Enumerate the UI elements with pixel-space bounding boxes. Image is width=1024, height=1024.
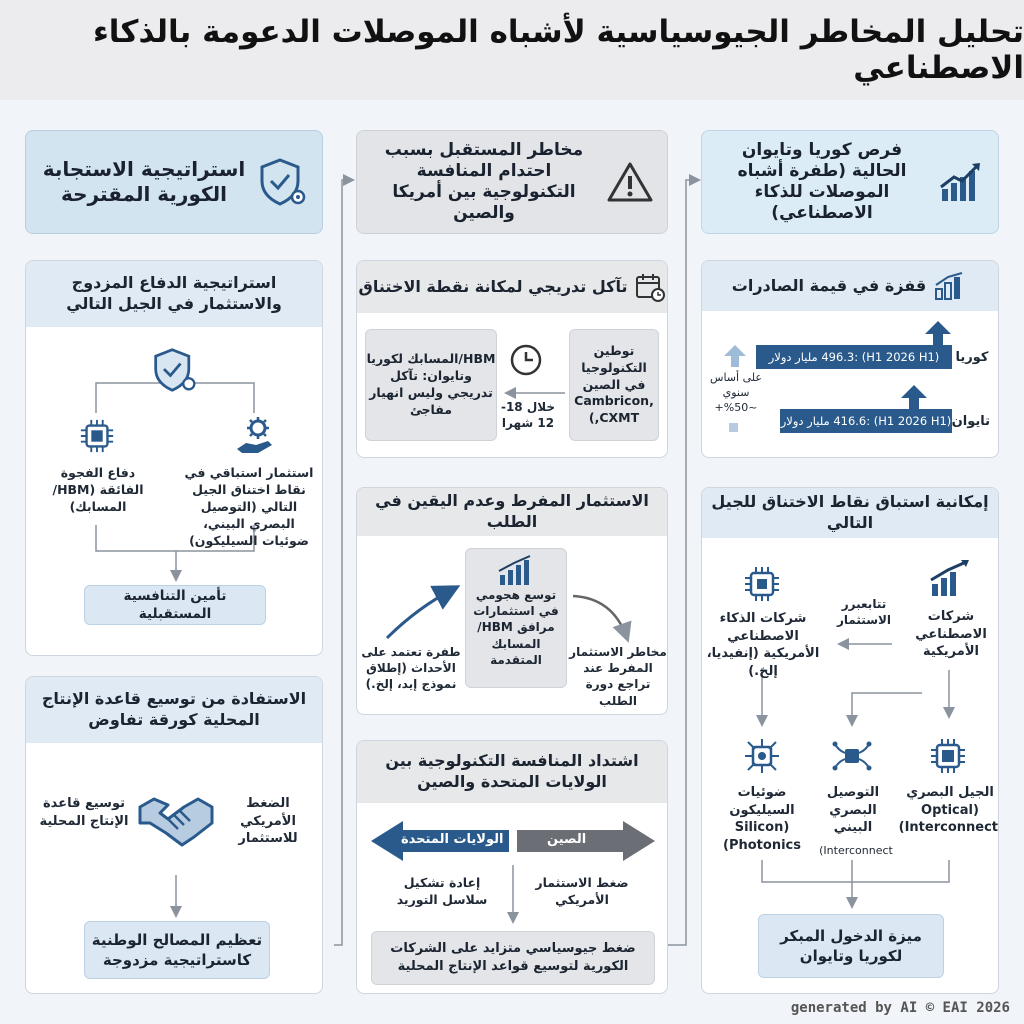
leverage-title: الاستفادة من توسيع قاعدة الإنتاج المحلية كورقة تفاوض [26, 677, 322, 743]
middle-column-header-title: مخاطر المستقبل بسبب احتدام المنافسة التكنولوجية بين أمريكا والصين [384, 139, 584, 224]
ai-chip-icon [742, 564, 782, 604]
shield-check-icon [152, 347, 198, 393]
aggressive-expansion-box [465, 548, 567, 688]
growth-bars-icon [928, 558, 972, 598]
silicon-photonics-icon [742, 736, 782, 776]
page-title: تحليل المخاطر الجيوسياسية لأشباه الموصلات الدعومة بالذكاء الاصطناعي [92, 14, 1024, 86]
erosion-title: تآكل تدريجي لمكانة نقطة الاختناق [358, 276, 628, 296]
china-localization-box: توطين التكنولوجيا في الصين Cambricon, CXMT,) [569, 329, 659, 441]
dual-strategy-panel [25, 260, 323, 656]
warning-icon [607, 161, 653, 203]
proactive-investment: استثمار استباقي في نقاط اختناق الجيل التالي (التوصيل البصري البيني، ضوئيات السيليكون) [184, 465, 314, 548]
yoy-marker-icon [729, 423, 738, 432]
chokepoints-panel [701, 487, 999, 994]
exports-title: قفزة في قيمة الصادرات [731, 275, 927, 295]
chip-icon [78, 417, 116, 455]
overinvest-risk: مخاطر الاستثمار المفرط عند تراجع دورة الطلب [569, 645, 667, 708]
overinvest-title: الاستثمار المفرط وعدم اليقين في الطلب [357, 488, 667, 536]
korea-label: كوريا [955, 350, 989, 365]
erosion-panel [356, 260, 668, 458]
overinvest-panel [356, 487, 668, 715]
chokepoints-title: إمكانية استباق نقاط الاختناق للجيل التالي [702, 488, 998, 538]
exports-title-row [702, 261, 998, 311]
erosion-timeline: خلال 18-12 شهرا [500, 400, 556, 431]
china-label: الصين [547, 832, 587, 847]
dual-strategy-title: استراتيجية الدفاع المزدوج والاستثمار في الجيل التالي [26, 261, 322, 327]
left-column-header [25, 130, 323, 234]
connector-right [668, 180, 698, 945]
supply-chain-reshape: إعادة تشكيل سلاسل التوريد [396, 875, 488, 907]
rivalry-panel [356, 740, 668, 994]
event-driven-boom: طفرة تعتمد على الأحداث (إطلاق نموذج إيد، إلخ.) [361, 645, 461, 692]
korea-up-arrow-icon [924, 321, 952, 347]
next-gen-optical-label: الجيل البصري (Optical Interconnect) [898, 785, 998, 836]
national-interest-box: تعظيم المصالح الوطنية كاستراتيجية مزدوجة [84, 921, 270, 979]
right-column-header-title: فرص كوريا وتايوان الحالية (طفرة أشباه الموصلات للذكاء الاصطناعي) [737, 139, 907, 224]
early-entry-advantage: ميزة الدخول المبكر لكوريا وتايوان [758, 914, 944, 978]
shield-gear-icon [258, 157, 308, 207]
rivalry-title: اشتداد المنافسة التكنولوجية بين الولايات المتحدة والصين [357, 741, 667, 803]
hbm-erosion-box: HBM/المسابك لكوريا وتايوان: تآكل تدريجي وليس انهيار مفاجئ [365, 329, 497, 441]
taiwan-export-bar: (H1 2026 H1) :416.6 مليار دولار [780, 409, 952, 433]
leverage-panel [25, 676, 323, 994]
us-ai-companies: شركات الذكاء الاصطناعي الأمريكية (إنفيديا، إلخ.) [706, 611, 820, 679]
growth-chart-icon [938, 159, 984, 205]
middle-column-header [356, 130, 668, 234]
optical-interconnect-icon [832, 736, 872, 776]
left-column-header-title: استراتيجية الاستجابة الكورية المقترحة [42, 157, 246, 206]
korea-export-bar: (H1 2026 H1) :496.3 مليار دولار [756, 345, 952, 369]
connector-left [334, 180, 352, 945]
footer-credit: generated by AI © EAI 2026 [790, 1000, 1010, 1016]
optical-interconnect-en: Interconnect) [819, 844, 893, 857]
bar-growth-icon [934, 271, 968, 301]
yoy-note: على أساس سنوي ~50%+ [710, 371, 762, 414]
aggressive-expansion: توسع هجومي في استثمارات مرافق HBM/المسابك المتقدمة [473, 588, 559, 667]
right-column-header [701, 130, 999, 234]
us-investment-pressure: ضغط الاستثمار الأمريكي [535, 875, 629, 907]
future-competitiveness: تأمين التنافسية المستقبلية [84, 585, 266, 625]
super-gap-defense: دفاع الفجوة الفائقة (HBM/المسابك) [52, 465, 144, 514]
optical-chip-icon [928, 736, 968, 776]
exports-panel [701, 260, 999, 458]
yoy-up-arrow-icon [724, 345, 746, 367]
optical-interconnect-label: التوصيل البصري البيني [826, 785, 880, 836]
rising-bars-icon [496, 553, 536, 587]
silicon-photonics-label: ضوئيات السيليكون (Silicon Photonics) [723, 785, 801, 853]
taiwan-up-arrow-icon [900, 385, 928, 411]
us-investment-pressure-left: الضغط الأمريكي للاستثمار [238, 796, 298, 847]
investment-relay-label: تتابعبرر الاستثمار [836, 597, 892, 628]
gear-hand-icon [234, 415, 276, 455]
expand-local-production: توسيع قاعدة الإنتاج المحلية [39, 796, 129, 829]
us-ai-firms: شركات الاصطناعي الأمريكية [915, 609, 987, 660]
geopolitical-pressure-box: ضغط جيوسياسي متزايد على الشركات الكورية لتوسيع قواعد الإنتاج المحلية [371, 931, 655, 985]
us-label: الولايات المتحدة [401, 832, 504, 847]
taiwan-label: تايوان [951, 414, 990, 429]
